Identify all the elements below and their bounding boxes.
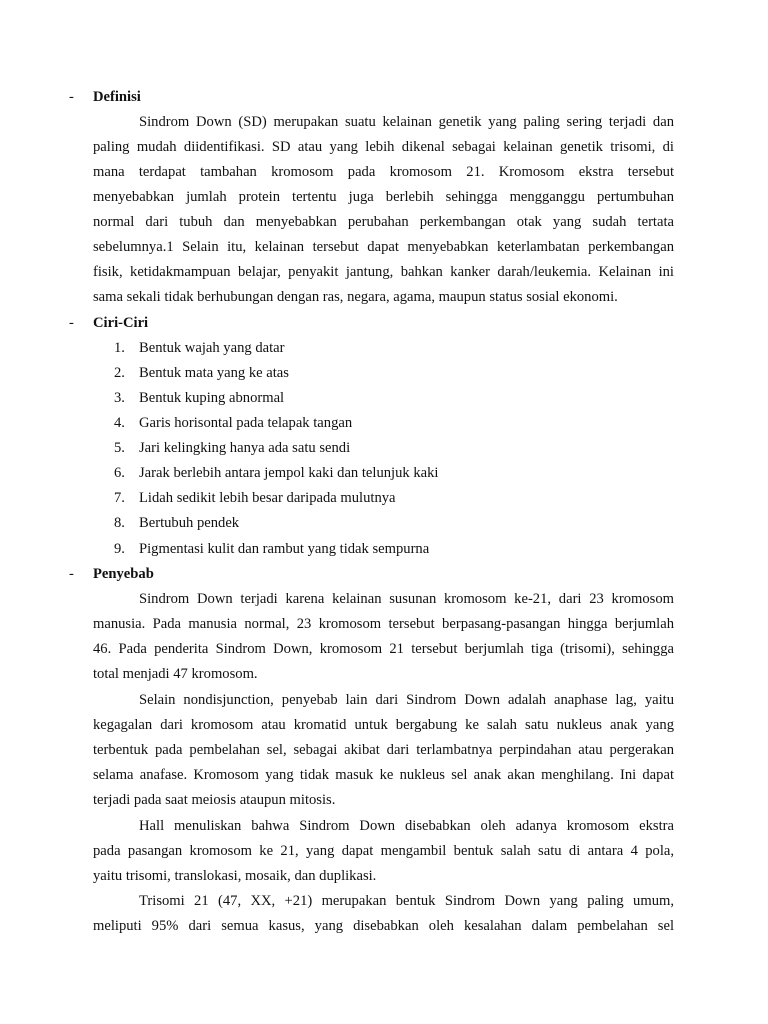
list-item: Bertubuh pendek [139,515,240,531]
list-number: 1. [114,340,125,356]
paragraph-line: Sindrom Down terjadi karena kelainan susunan kromosom ke-21, dari 23 kromosom [139,591,674,607]
bullet-dash: - [69,566,74,582]
list-item: Bentuk mata yang ke atas [139,365,289,381]
paragraph-line: fisik, ketidakmampuan belajar, penyakit jantung, bahkan kanker darah/leukemia. Kelainan ini [93,264,674,280]
paragraph-line: Sindrom Down (SD) merupakan suatu kelainan genetik yang paling sering terjadi dan [139,114,674,130]
list-number: 7. [114,490,125,506]
paragraph-line: manusia. Pada manusia normal, 23 kromosom tersebut berpasang-pasangan hingga berjumlah [93,616,674,632]
bullet-dash: - [69,89,74,105]
paragraph-line: Hall menuliskan bahwa Sindrom Down disebabkan oleh adanya kromosom ekstra [139,818,674,834]
paragraph-line: sebelumnya.1 Selain itu, kelainan tersebut dapat menyebabkan keterlambatan perkembangan [93,239,674,255]
paragraph-line: meliputi 95% dari semua kasus, yang disebabkan oleh kesalahan dalam pembelahan sel [93,918,674,934]
section-heading-ciri-ciri: Ciri-Ciri [93,315,149,331]
paragraph-line: yaitu trisomi, translokasi, mosaik, dan duplikasi. [93,868,377,884]
section-heading-penyebab: Penyebab [93,566,154,582]
list-item: Pigmentasi kulit dan rambut yang tidak sempurna [139,541,430,557]
paragraph-line: pada pasangan kromosom ke 21, yang dapat mengambil bentuk salah satu di antara 4 pola, [93,843,674,859]
list-item: Garis horisontal pada telapak tangan [139,415,353,431]
paragraph-line: total menjadi 47 kromosom. [93,666,258,682]
paragraph-line: menyebabkan jumlah protein tertentu juga berlebih sehingga mengganggu pertumbuhan [93,189,674,205]
list-item: Bentuk wajah yang datar [139,340,285,356]
list-item: Jarak berlebih antara jempol kaki dan telunjuk kaki [139,465,439,481]
list-item: Lidah sedikit lebih besar daripada mulutnya [139,490,396,506]
list-number: 2. [114,365,125,381]
paragraph-line: terjadi pada saat meiosis ataupun mitosis. [93,792,336,808]
list-number: 3. [114,390,125,406]
paragraph-line: sama sekali tidak berhubungan dengan ras, negara, agama, maupun status sosial ekonomi. [93,289,618,305]
bullet-dash: - [69,315,74,331]
list-number: 6. [114,465,125,481]
paragraph-line: selama anafase. Kromosom yang tidak masuk ke nukleus sel anak akan menghilang. Ini dapat [93,767,674,783]
paragraph-line: paling mudah diidentifikasi. SD atau yang lebih dikenal sebagai kelainan genetik trisomi, di [93,139,674,155]
paragraph-line: Selain nondisjunction, penyebab lain dari Sindrom Down adalah anaphase lag, yaitu [139,692,674,708]
section-heading-definisi: Definisi [93,89,141,105]
paragraph-line: normal dari tubuh dan menyebabkan perubahan perkembangan otak yang sudah tertata [93,214,674,230]
paragraph-line: kegagalan dari kromosom atau kromatid untuk bergabung ke salah satu nukleus anak yang [93,717,674,733]
paragraph-line: Trisomi 21 (47, XX, +21) merupakan bentuk Sindrom Down yang paling umum, [139,893,674,909]
paragraph-line: mana terdapat tambahan kromosom pada kromosom 21. Kromosom ekstra tersebut [93,164,674,180]
list-number: 9. [114,541,125,557]
list-number: 4. [114,415,125,431]
paragraph-line: terbentuk pada pembelahan sel, sebagai akibat dari terlambatnya perpindahan atau pergerakan [93,742,674,758]
list-number: 5. [114,440,125,456]
list-item: Jari kelingking hanya ada satu sendi [139,440,351,456]
list-number: 8. [114,515,125,531]
paragraph-line: 46. Pada penderita Sindrom Down, kromosom 21 tersebut berjumlah tiga (trisomi), sehingga [93,641,674,657]
list-item: Bentuk kuping abnormal [139,390,285,406]
